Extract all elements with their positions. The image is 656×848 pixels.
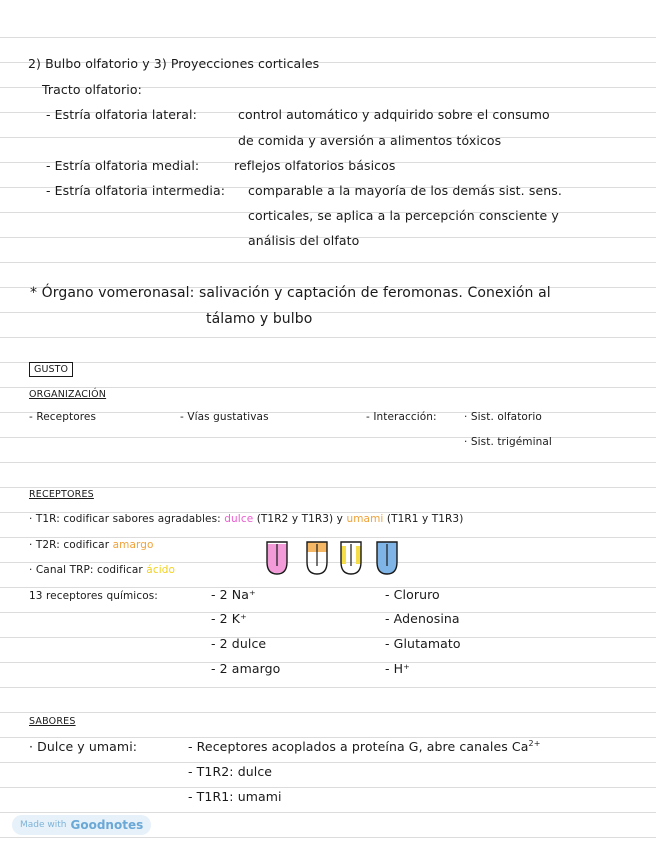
vomeronasal-line1: * Órgano vomeronasal: salivación y captación de feromonas. Conexión al	[30, 285, 551, 301]
goodnotes-logo: Goodnotes	[70, 818, 144, 832]
t1r-umami: umami	[346, 513, 384, 525]
t2r-amargo: amargo	[112, 539, 154, 551]
lateral-line2: de comida y aversión a alimentos tóxicos	[238, 133, 502, 148]
medial-label: - Estría olfatoria medial:	[46, 158, 200, 173]
calcium-charge: 2+	[528, 739, 541, 748]
receptores-item: - Receptores	[29, 411, 97, 423]
t1r-dulce: dulce	[224, 513, 254, 525]
trp-line	[29, 564, 175, 576]
made-with-text: Made with	[20, 820, 67, 830]
t2r-prefix: · T2R: codificar	[29, 539, 110, 551]
t1r-mid: (T1R2 y T1R3) y	[256, 513, 343, 525]
t1r-end: (T1R1 y T1R3)	[386, 513, 464, 525]
lateral-label: - Estría olfatoria lateral:	[46, 107, 197, 122]
intermedia-line3: análisis del olfato	[248, 233, 360, 248]
medial-text: reflejos olfatorios básicos	[234, 158, 396, 173]
interaccion-label: - Interacción:	[366, 411, 437, 423]
t1r-line	[29, 513, 463, 525]
tongue-sweet-icon	[264, 538, 290, 576]
t2r-line	[29, 539, 154, 551]
organizacion-header: ORGANIZACIÓN	[29, 389, 107, 400]
intermedia-line1: comparable a la mayoría de los demás sist. sens.	[248, 183, 562, 198]
tongue-bitter-icon	[304, 538, 330, 576]
gusto-title: GUSTO	[29, 362, 73, 377]
interaccion-trigeminal: · Sist. trigéminal	[464, 436, 552, 448]
tongue-salty-icon	[374, 538, 400, 576]
quimico-right-item: - Cloruro	[385, 587, 440, 602]
quimico-left-item: - 2 K⁺	[211, 611, 247, 626]
intermedia-line2: corticales, se aplica a la percepción consciente y	[248, 208, 559, 223]
intermedia-label: - Estría olfatoria intermedia:	[46, 183, 226, 198]
t1r1-line: - T1R1: umami	[188, 789, 282, 804]
tract-title: Tracto olfatorio:	[42, 82, 142, 97]
quimico-right-item: - H⁺	[385, 661, 410, 676]
interaccion-olfatorio: · Sist. olfatorio	[464, 411, 542, 423]
quimico-right-item: - Adenosina	[385, 611, 460, 626]
sabores-header: SABORES	[29, 716, 76, 727]
quimico-right-item: - Glutamato	[385, 636, 461, 651]
vomeronasal-line2: tálamo y bulbo	[206, 311, 313, 327]
quimicos-label: 13 receptores químicos:	[29, 590, 158, 602]
dulce-umami-label: · Dulce y umami:	[29, 739, 138, 754]
t1r-prefix: · T1R: codificar sabores agradables:	[29, 513, 221, 525]
olfato-heading: 2) Bulbo olfatorio y 3) Proyecciones corticales	[28, 56, 320, 71]
dulce-umami-text	[188, 739, 541, 754]
trp-prefix: · Canal TRP: codificar	[29, 564, 143, 576]
quimico-left-item: - 2 amargo	[211, 661, 281, 676]
receptores-header: RECEPTORES	[29, 489, 94, 500]
goodnotes-badge[interactable]	[12, 815, 151, 835]
tongue-sour-icon	[338, 538, 364, 576]
trp-acido: ácido	[146, 564, 175, 576]
quimico-left-item: - 2 Na⁺	[211, 587, 256, 602]
lateral-line1: control automático y adquirido sobre el consumo	[238, 107, 550, 122]
t1r2-line: - T1R2: dulce	[188, 764, 273, 779]
quimico-left-item: - 2 dulce	[211, 636, 267, 651]
vias-item: - Vías gustativas	[180, 411, 269, 423]
dulce-umami-main: - Receptores acoplados a proteína G, abre canales Ca	[188, 739, 529, 755]
